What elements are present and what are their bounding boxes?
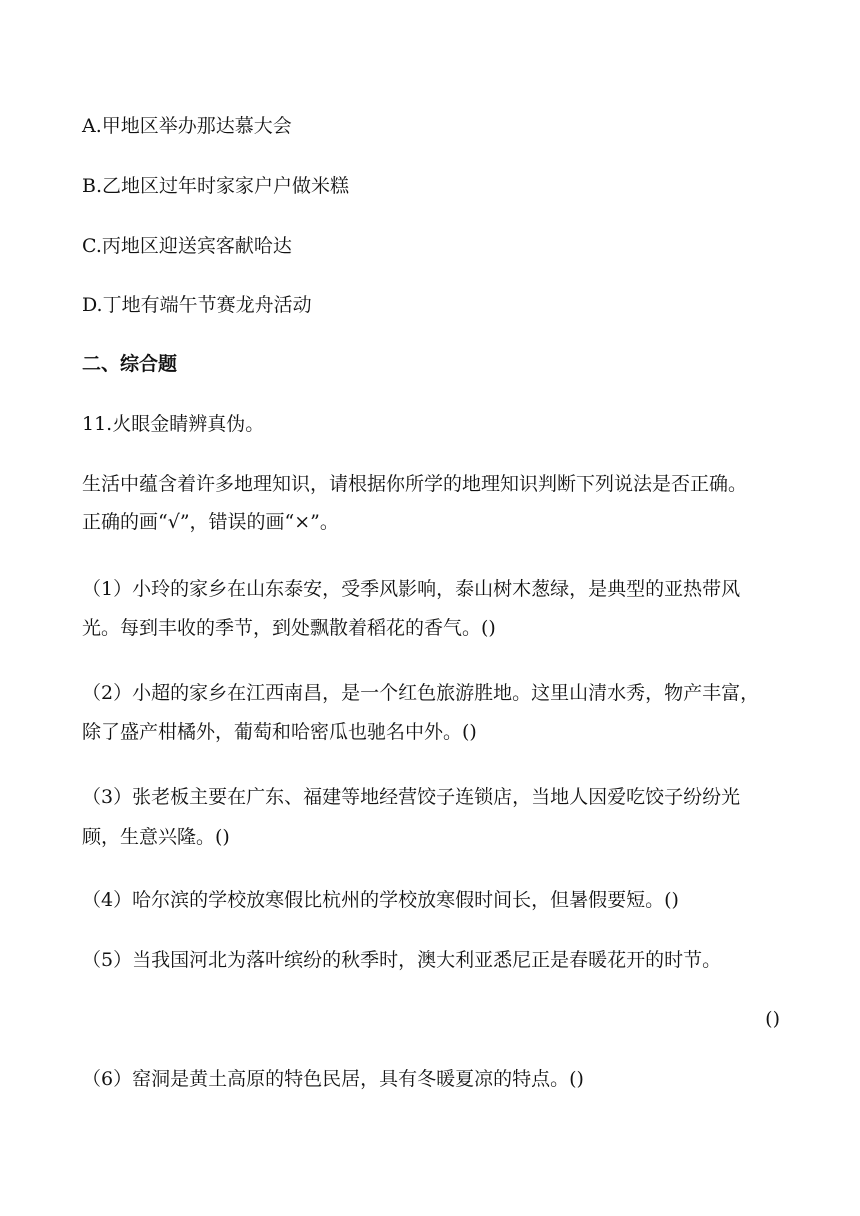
question-intro-line1: 生活中蕴含着许多地理知识，请根据你所学的地理知识判断下列说法是否正确。 [82, 473, 748, 495]
item-3-line2: 顾，生意兴隆。() [82, 826, 230, 848]
item-1-line1: （1）小玲的家乡在山东泰安，受季风影响，泰山树木葱绿，是典型的亚热带风 [82, 578, 741, 600]
item-3-line1: （3）张老板主要在广东、福建等地经营饺子连锁店，当地人因爱吃饺子纷纷光 [82, 786, 741, 808]
option-d: D.丁地有端午节赛龙舟活动 [82, 294, 312, 316]
item-2-line1: （2）小超的家乡在江西南昌，是一个红色旅游胜地。这里山清水秀，物产丰富， [82, 682, 760, 704]
question-title: 11.火眼金睛辨真伪。 [82, 413, 265, 435]
option-a: A.甲地区举办那达慕大会 [82, 115, 292, 137]
item-1-line2: 光。每到丰收的季节，到处飘散着稻花的香气。() [82, 617, 496, 639]
item-5-answer-bracket: () [765, 1008, 780, 1030]
section-title: 二、综合题 [82, 353, 178, 375]
item-2-line2: 除了盛产柑橘外，葡萄和哈密瓜也驰名中外。() [82, 721, 477, 743]
item-5-line1: （5）当我国河北为落叶缤纷的秋季时，澳大利亚悉尼正是春暖花开的时节。 [82, 949, 722, 971]
option-b: B.乙地区过年时家家户户做米糕 [82, 175, 350, 197]
item-6-line1: （6）窑洞是黄土高原的特色民居，具有冬暖夏凉的特点。() [82, 1068, 584, 1090]
question-intro-line2: 正确的画“√”，错误的画“×”。 [82, 511, 339, 533]
item-4-line1: （4）哈尔滨的学校放寒假比杭州的学校放寒假时间长，但暑假要短。() [82, 889, 679, 911]
option-c: C.丙地区迎送宾客献哈达 [82, 235, 292, 257]
